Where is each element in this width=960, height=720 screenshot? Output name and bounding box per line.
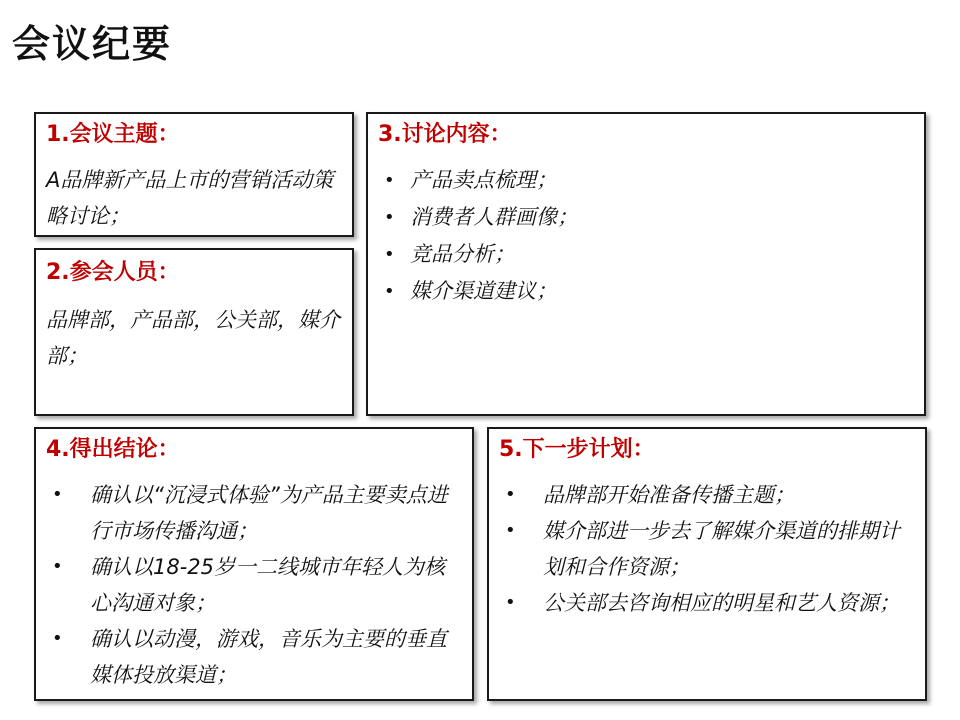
bullet-list bbox=[378, 162, 916, 310]
list-item: • 品牌部开始准备传播主题； bbox=[499, 477, 917, 513]
list-item: • 公关部去咨询相应的明星和艺人资源； bbox=[499, 585, 917, 621]
bullet-list bbox=[46, 477, 464, 693]
section-heading: 1.会议主题： bbox=[46, 122, 180, 147]
section-heading: 5.下一步计划： bbox=[499, 437, 655, 462]
list-item: • 媒介部进一步去了解媒介渠道的排期计划和合作资源； bbox=[499, 513, 917, 585]
section-heading: 4.得出结论： bbox=[46, 437, 180, 462]
section-heading: 2.参会人员： bbox=[46, 260, 180, 285]
section-meeting-topic bbox=[34, 112, 354, 237]
list-item: • 确认以18-25岁一二线城市年轻人为核心沟通对象； bbox=[46, 549, 464, 621]
list-item: • 竞品分析； bbox=[378, 236, 916, 273]
list-item: • 媒介渠道建议； bbox=[378, 273, 916, 310]
section-conclusions bbox=[34, 427, 474, 701]
bullet-list bbox=[499, 477, 917, 621]
page-title: 会议纪要 bbox=[12, 22, 173, 66]
list-item: • 产品卖点梳理； bbox=[378, 162, 916, 199]
section-discussion bbox=[366, 112, 926, 416]
list-item: • 确认以“沉浸式体验”为产品主要卖点进行市场传播沟通； bbox=[46, 477, 464, 549]
section-text: A品牌新产品上市的营销活动策略讨论； bbox=[46, 168, 334, 228]
section-next-steps bbox=[487, 427, 927, 701]
section-text: 品牌部，产品部，公关部，媒介部； bbox=[46, 308, 340, 368]
section-attendees bbox=[34, 248, 354, 416]
section-heading: 3.讨论内容： bbox=[378, 122, 512, 147]
list-item: • 确认以动漫，游戏，音乐为主要的垂直媒体投放渠道； bbox=[46, 621, 464, 693]
list-item: • 消费者人群画像； bbox=[378, 199, 916, 236]
